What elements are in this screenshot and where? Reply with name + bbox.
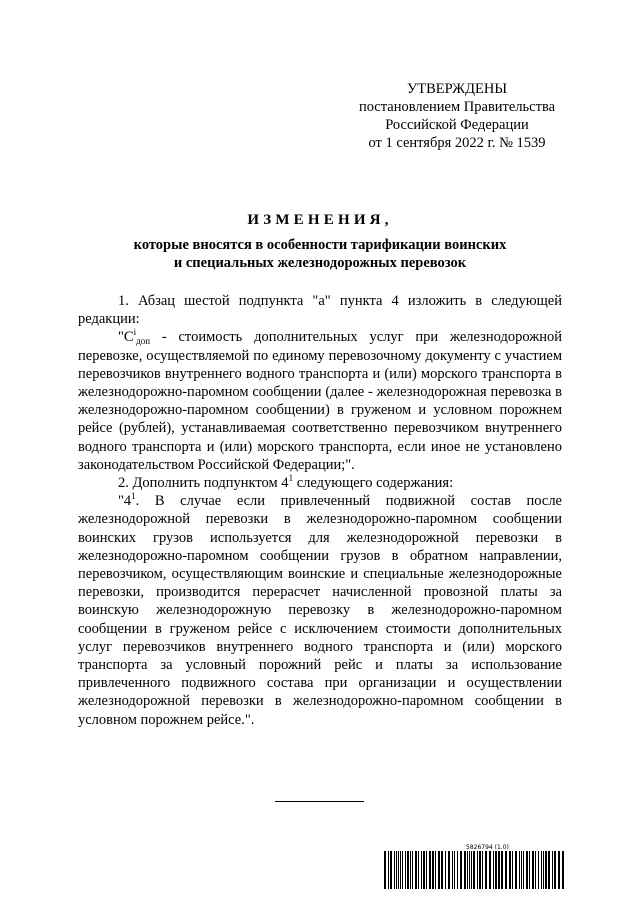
- formula-subscript: доп: [136, 336, 151, 347]
- approval-resolution: постановлением Правительства: [358, 99, 556, 115]
- item-2-intro-text: 2. Дополнить подпунктом 4: [118, 475, 289, 492]
- document-title: ИЗМЕНЕНИЯ,: [247, 212, 393, 228]
- item-2-quote-superscript: 1: [131, 491, 136, 502]
- item-1-formula-paragraph: [78, 328, 562, 474]
- item-2-intro: [78, 474, 562, 492]
- approval-federation: Российской Федерации: [385, 117, 529, 133]
- formula-symbol: C: [123, 329, 134, 346]
- approval-stamp: [352, 80, 562, 152]
- item-1-intro: 1. Абзац шестой подпункта "а" пункта 4 изложить в следующей редакции:: [78, 293, 562, 328]
- document-subtitle: [78, 236, 562, 272]
- subtitle-line-2: и специальных железнодорожных перевозок: [173, 255, 467, 271]
- approval-heading: УТВЕРЖДЕНЫ: [406, 81, 508, 97]
- item-2-intro-tail: следующего содержания:: [293, 475, 454, 492]
- item-2-intro-superscript: 1: [288, 473, 294, 484]
- end-separator-line: [275, 801, 364, 802]
- item-2-quote-paragraph: [78, 492, 562, 729]
- item-2-quote-text: . В случае если привлеченный подвижной состав после железнодорожной перевозки в железнодорожно-паромном сообщении воинских грузов используется для железнодорожной перевозки в железнодорожно-паромном сообщении грузов в обратном направлении, перевозчиком, осуществляющим воинские и специальные железнодорожные перевозки, производится перерасчет начисленной провозной платы за воинскую железнодорожную перевозку в железнодорожно-паромном сообщении в груженом рейсе с исключением стоимости дополнительных услуг перевозчиков внутреннего водного транспорта и (или) морского транспорта за условный порожний рейс и платы за использование привлеченного подвижного состава при организации и осуществлении железнодорожной перевозки в железнодорожно-паромном сообщении в условном порожнем рейсе.".: [78, 493, 562, 728]
- barcode-icon: [384, 851, 566, 889]
- formula-definition: - стоимость дополнительных услуг при железнодорожной перевозке, осуществляемой по единому перевозочному документу с участием перевозчиков внутреннего водного транспорта и (или) морского транспорта в железнодорожно-паромном сообщении (далее - железнодорожная перевозка в железнодорожно-паромном сообщении) в груженом и условном порожнем рейсе (рублей), устанавливаемая соответственно перевозчиком внутреннего водного транспорта и (или) морского транспорта, если иное не установлено законодательством Российской Федерации;".: [78, 329, 562, 473]
- subtitle-line-1: которые вносятся в особенности тарификации воинских: [133, 237, 507, 253]
- approval-date-number: от 1 сентября 2022 г. № 1539: [368, 135, 546, 151]
- item-2-quote-open: "4: [118, 493, 132, 510]
- document-body: [78, 292, 562, 729]
- formula-superscript: i: [133, 327, 137, 338]
- formula-open-quote: ": [118, 329, 124, 346]
- barcode-number: 5826794 (1.0): [466, 844, 509, 851]
